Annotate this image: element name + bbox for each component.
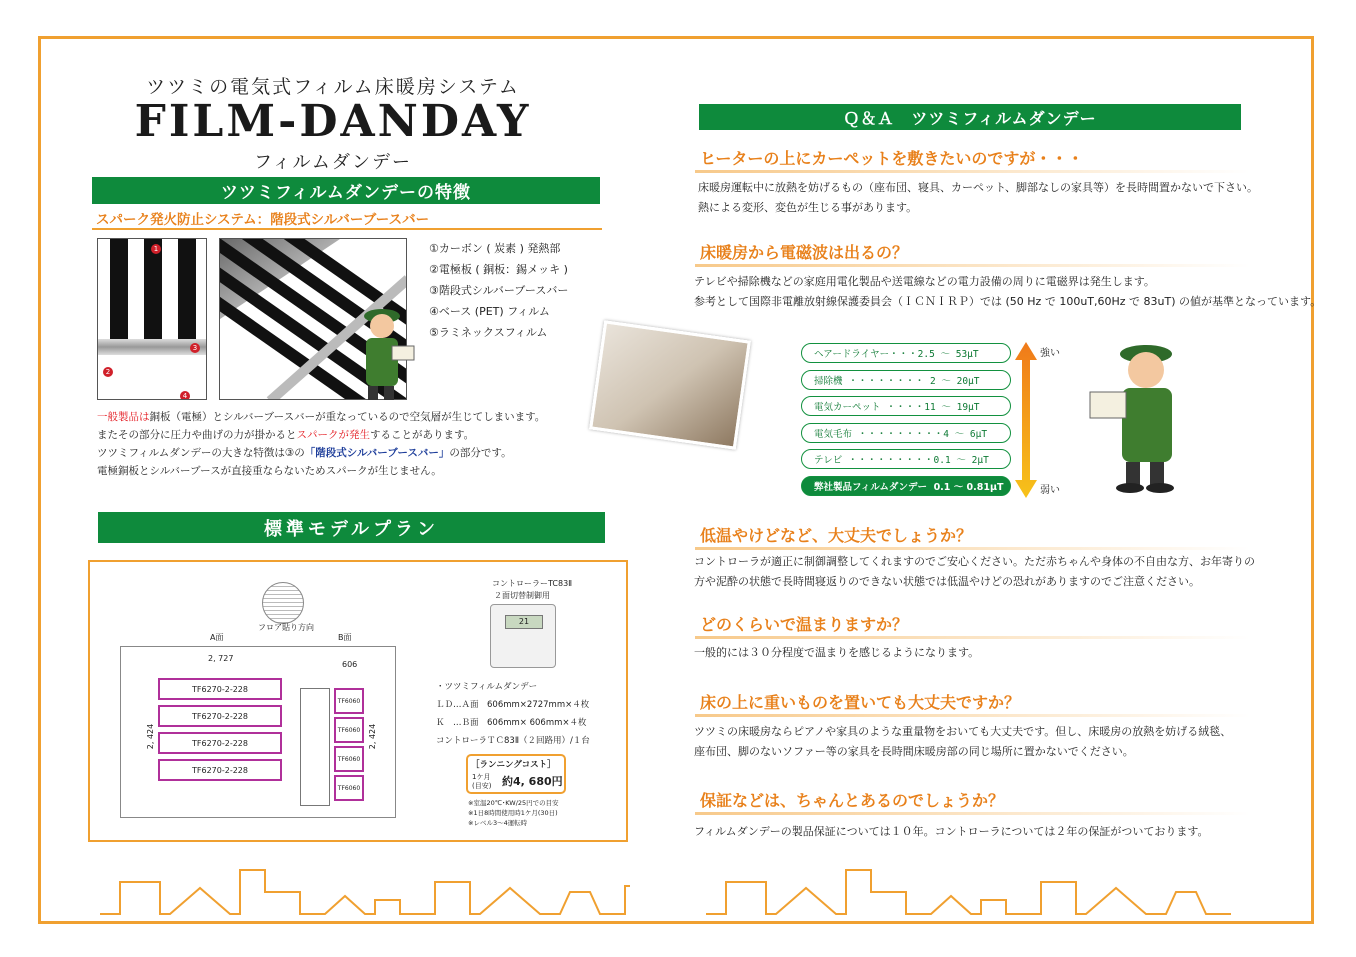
spec-title: ・ツツミフィルムダンデー xyxy=(436,682,538,692)
cost-title: ［ランニングコスト］ xyxy=(471,760,556,770)
mascot-right-svg xyxy=(1086,338,1186,494)
controller-label-sub: ２面切替制御用 xyxy=(494,591,550,600)
controller-label: コントローラーTC83Ⅱ xyxy=(492,579,573,588)
face-b-label: B面 xyxy=(338,633,352,642)
answer-line: テレビや掃除機などの家庭用電化製品や送電線などの電力設備の周りに電磁界は発生します。 xyxy=(694,275,1155,288)
answer-line: 参考として国際非電離放射線保護委員会（ＩＣＮＩＲＰ）では (50 Hz で 100uT,60Hz で 83uT) の値が基準となっています。 xyxy=(694,295,1322,308)
em-item: 電気カーペット ・・・・11 ～ 19μT xyxy=(801,396,1011,416)
question-5-line xyxy=(695,714,1250,717)
qa-title: Ｑ＆Ａ ツツミフィルムダンデー xyxy=(699,104,1241,130)
desc-text-3b: の部分です。 xyxy=(449,447,512,459)
answer-3 xyxy=(694,552,1255,592)
logo-text: FILM-DANDAY xyxy=(134,96,532,147)
height-b-label: 2, 424 xyxy=(368,723,378,750)
em-item: 掃除機 ・・・・・・・・ 2 ～ 20μT xyxy=(801,370,1011,390)
panel-a: TF6270-2-228 xyxy=(158,678,282,700)
plan-title: 標準モデルプラン xyxy=(98,512,605,543)
running-cost-box xyxy=(466,754,566,794)
answer-6 xyxy=(694,822,1208,842)
question-1-line xyxy=(695,170,1250,173)
panel-a: TF6270-2-228 xyxy=(158,759,282,781)
answer-line: 床暖房運転中に放熱を妨げるもの（座布団、寝具、カーペット、脚部なしの家具等）を長時間置かないで下さい。 xyxy=(698,181,1259,194)
answer-line: 方や泥酔の状態で長時間寝返りのできない状態では低温やけどの恐れがありますのでご注意ください。 xyxy=(694,575,1200,588)
question-2-line xyxy=(695,264,1250,267)
houses-left-illustration xyxy=(100,862,630,916)
room-photo xyxy=(589,320,751,450)
face-a-label: A面 xyxy=(210,633,224,642)
cost-note: ※室温20℃･KW/25円での目安 xyxy=(468,799,559,807)
answer-line: 座布団、脚のないソファー等の家具を長時間床暖房部の同じ場所に置かないでください。 xyxy=(694,745,1134,758)
panel-b: TF6060 xyxy=(334,717,364,743)
controller-device xyxy=(490,604,556,668)
desc-text-3a: ツツミフィルムダンデーの大きな特徴は③の xyxy=(97,447,305,459)
legend-item: ③階段式シルバーブースバー xyxy=(429,284,569,297)
question-3-line xyxy=(695,547,1250,550)
question-4: どのくらいで温まりますか？ xyxy=(700,615,909,634)
cost-notes xyxy=(468,798,559,828)
cost-note: ※レベル3～4運転時 xyxy=(468,819,528,827)
spec-line: ＬＤ…Ａ面 606mm×2727mm×４枚 xyxy=(436,700,590,710)
em-comparison-list xyxy=(801,343,1011,503)
carbon-strip xyxy=(178,239,196,339)
desc-text-4: 電極銅板とシルバーブースが直接重ならないためスパークが生じません。 xyxy=(97,465,442,477)
panel-a: TF6270-2-228 xyxy=(158,705,282,727)
desc-text-1: 銅板（電極）とシルバーブースバーが重なっているので空気層が生じてしまいます。 xyxy=(149,411,546,423)
panel-b: TF6060 xyxy=(334,688,364,714)
answer-5 xyxy=(694,722,1231,762)
features-title: ツツミフィルムダンデーの特徴 xyxy=(92,177,600,204)
cost-period-2: (目安) xyxy=(472,782,492,790)
answer-line: ツツミの床暖房ならピアノや家具のような重量物をおいても大丈夫です。但し、床暖房の放熱を妨げる絨毯、 xyxy=(694,725,1232,738)
width-b-label: 606 xyxy=(342,660,358,669)
carbon-strip xyxy=(110,239,128,339)
legend-item: ①カーボン ( 炭素 ) 発熱部 xyxy=(429,242,561,255)
film-diagram-standard xyxy=(97,238,207,400)
kitchen-counter xyxy=(300,688,330,806)
marker-2: 2 xyxy=(103,367,113,377)
spec-line: コントローラＴＣ83Ⅱ（２回路用）/１台 xyxy=(436,736,590,746)
answer-1 xyxy=(698,178,1258,218)
height-a-label: 2, 424 xyxy=(146,723,156,750)
marker-1: 1 xyxy=(151,244,161,254)
question-1: ヒーターの上にカーペットを敷きたいのですが・・・ xyxy=(700,149,1084,168)
desc-red-2: スパークが発生 xyxy=(296,429,370,441)
plan-box xyxy=(88,560,628,842)
direction-circle xyxy=(262,582,304,624)
desc-blue-3: 「階段式シルバーブースバー」 xyxy=(304,447,450,459)
legend-item: ②電極板 ( 銅板：錫メッキ ) xyxy=(429,263,568,276)
answer-line: コントローラが適正に制御調整してくれますのでご安心ください。ただ赤ちゃんや身体の不自由な方、お年寄りの xyxy=(694,555,1255,568)
desc-text-2a: またその部分に圧力や曲げの力が掛かると xyxy=(97,429,297,441)
houses-right-illustration xyxy=(706,862,1236,916)
legend-item: ④ベース (PET) フィルム xyxy=(429,305,550,318)
spec-line: Ｋ …Ｂ面 606mm× 606mm×４枚 xyxy=(436,718,587,728)
em-item: テレビ ・・・・・・・・・0.1 ～ 2μT xyxy=(801,449,1011,469)
answer-2 xyxy=(694,272,1321,312)
answer-line: フィルムダンデーの製品保証については１０年。コントローラについては２年の保証がついております。 xyxy=(694,825,1209,838)
floor-direction-label: フロア貼り方向 xyxy=(258,623,314,632)
question-4-line xyxy=(695,636,1250,639)
strong-label: 強い xyxy=(1040,348,1060,359)
em-item: ヘアードライヤー・・・2.5 ～ 53μT xyxy=(801,343,1011,363)
spec-list xyxy=(436,678,590,750)
width-a-label: 2, 727 xyxy=(208,654,234,663)
controller-screen: 21 xyxy=(505,615,543,629)
carbon-strip xyxy=(144,239,162,339)
mascot-right-illustration xyxy=(1086,338,1186,494)
mascot-svg xyxy=(352,302,418,402)
desc-red-1: 一般製品は xyxy=(97,411,150,423)
subtitle-bottom: フィルムダンデー xyxy=(253,152,413,173)
mascot-illustration xyxy=(352,302,418,402)
question-5: 床の上に重いものを置いても大丈夫ですか？ xyxy=(700,693,1021,712)
em-item-own-product: 弊社製品フィルムダンデー 0.1 ～ 0.81μT xyxy=(801,476,1011,496)
spark-title: スパーク発火防止システム：階段式シルバーブースバー xyxy=(96,212,430,228)
legend-item: ⑤ラミネックスフィルム xyxy=(429,326,548,339)
answer-line: 熱による変形、変色が生じる事があります。 xyxy=(698,201,918,214)
strength-arrow xyxy=(1015,342,1037,498)
marker-3: 3 xyxy=(190,343,200,353)
cost-period-1: 1ケ月 xyxy=(472,773,491,781)
desc-text-2b: することがあります。 xyxy=(370,429,475,441)
panel-b: TF6060 xyxy=(334,775,364,801)
marker-4: 4 xyxy=(180,391,190,400)
question-2: 床暖房から電磁波は出るの？ xyxy=(700,243,909,262)
feature-description xyxy=(97,408,607,480)
layer-legend xyxy=(429,238,568,343)
question-3: 低温やけどなど、大丈夫でしょうか？ xyxy=(700,526,973,545)
panel-b: TF6060 xyxy=(334,746,364,772)
cost-value: 約4, 680円 xyxy=(502,775,563,788)
question-6: 保証などは、ちゃんとあるのでしょうか？ xyxy=(700,791,1005,810)
answer-line: 一般的には３０分程度で温まりを感じるようになります。 xyxy=(694,646,980,659)
panel-a: TF6270-2-228 xyxy=(158,732,282,754)
subtitle-top: ツツミの電気式フィルム床暖房システム xyxy=(146,76,520,98)
spark-underline xyxy=(92,228,602,230)
em-item: 電気毛布 ・・・・・・・・・4 ～ 6μT xyxy=(801,423,1011,443)
answer-4 xyxy=(694,643,979,663)
cost-note: ※1日8時間使用時1ケ月(30日) xyxy=(468,809,558,817)
weak-label: 弱い xyxy=(1040,485,1060,496)
question-6-line xyxy=(695,812,1250,815)
